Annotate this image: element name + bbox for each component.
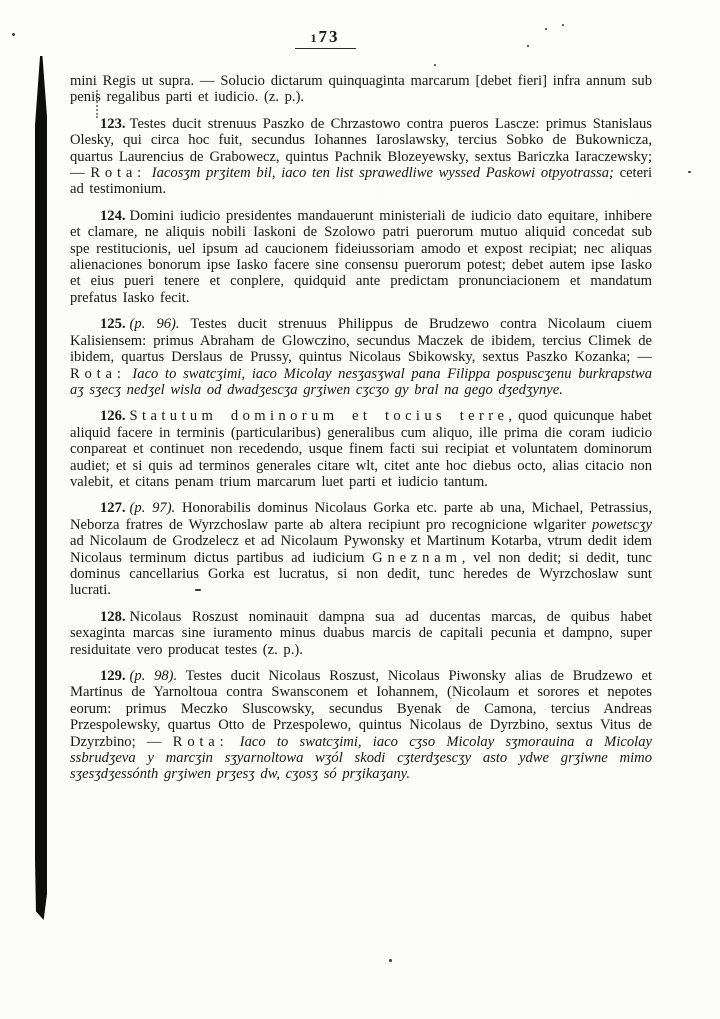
text-run: Iaco to swatcʒimi, iaco cʒso Micolay sʒmorauina a Micolay ssbrudʒeva y marcʒin sʒyarnoltowa wʒól skodi cʒterdʒescʒy asto ydwe grʒiwne mimo sʒesʒdʒessónth grʒiwen prʒesʒ dw, cʒosʒ só prʒikaʒany. (70, 733, 652, 783)
entry-128 (70, 609, 652, 658)
text-run: ceteri ad testimonium. (70, 165, 652, 198)
text-run: ad Nicolaum de Grodzelecz et ad Nicolaum Pywonsky et Martinum Kotarba, vtrum dedit idem Nicolaus terminum dictus partibus ad iudicium (70, 533, 652, 566)
text-run: Testes ducit Nicolaus Roszust, Nicolaus Piwonsky alias de Brudzewo et Martinus de Yarnoltoua contra Swansconem et Iohannem, (Nicolaum et sorores et nepotes eorum: primus Meczko Sluscowsky, secundus Byenak de Camona, tercius Andreas Przespolewsky, quartus Otto de Przespolewo, quintus Nicolaus de Dyrzbino, sextus Vitus de Dzyrzbino; — (70, 668, 653, 750)
entry-126 (70, 408, 652, 490)
text-run: mini Regis ut supra. — Solucio dictarum quinquaginta marcarum [debet fieri] infra annum sub penis regalibus parti et iudicio. (z. p.). (70, 73, 652, 106)
text-run: powetscʒy (592, 516, 652, 533)
text-run: Testes ducit strenuus Philippus de Brudzewo contra Nicolaum ciuem Kalisiensem: primus Abraham de Glowczino, secundus Maczek de ibidem, tercius Climek de ibidem, quartus Derslaus de Prussy, quintus Nicolaus Sbikowsky, sextus Paszko Kozanka; — (70, 316, 652, 366)
entry-number: 128. (100, 608, 126, 625)
text-run: (p. 96). (129, 316, 180, 333)
text-run: (p. 97). (129, 500, 176, 517)
text-run: Iaco to swatcʒimi, iaco Micolay nesʒasʒwal pana Filippa pospuscʒenu burkrapstwa aʒ sʒecʒ nedʒel wisla od dwadʒescʒa grʒiwen cʒcʒo gy bral na gego dʒedʒynye. (70, 365, 652, 398)
entry-124 (70, 208, 652, 306)
text-run: Testes ducit strenuus Paszko de Chrzastowo contra pueros Lascze: primus Stanislaus Olesky, qui circa hoc fuit, secundus Iohannes Iaroslawsky, tercius Sobko de Bukownicza, quartus Laurencius de Grabowecz, quintus Pachnik Blozeyewsky, sextus Bariczka Iaraczewsky; — (70, 115, 652, 182)
text-run: Domini iudicio presidentes mandauerunt ministeriali de iudicio dato equitare, inhibere et clamare, ne aliquis nobili Iaskoni de Szolowo patri puerorum mutuo aliquid concedat sub spe restitucionis, uel ipsum ad caucionem fideiussoriam amodo et expost recipiat; nec aliquas alienaciones bonorum ipse Iasko facere sine consensu puerorum potest; debet autem ipse Iasko et eius pueri tenere et conplere, quidquid ante predictam pronunciacionem et mandatum prefatus Iasko fecit. (70, 207, 652, 306)
entry-number: 124. (100, 207, 126, 224)
scan-speck (389, 959, 392, 962)
entry-number: 127. (100, 500, 126, 517)
text-block (70, 73, 652, 793)
scan-speck (434, 64, 436, 66)
entry-number: 125. (100, 316, 126, 333)
text-run: Nicolaus Roszust nominauit dampna sua ad ducentas marcas, de quibus habet sexaginta marcas sine iuramento minus duabus marcis de capitali pecunia et dampno, super residuitate vero producat testes (z. p.). (70, 608, 652, 658)
entry-number: 123. (100, 115, 126, 132)
scan-speck (688, 171, 691, 173)
scan-speck (527, 45, 529, 47)
entry-129 (70, 668, 652, 783)
text-run: , quod quicunque habet aliquid facere in terminis (particularibus) generalibus cum aliquo, ille prima die coram iudicio conpareat et continuet non recedendo, usque finem facti sui recipiat et voluntatem dominorum audiet; et si quis ad terminos generales citare wlt, citet ante hoc diebus octo, alias citacio non valebit, et citans penam trium marcarum luet parti et iudicio tantum. (70, 408, 652, 490)
page-header (250, 27, 400, 49)
text-run: Rota: (172, 733, 229, 750)
scan-speck (12, 33, 15, 36)
text-run: Rota: (70, 365, 126, 382)
scan-speck (545, 28, 547, 30)
entry-127 (70, 500, 652, 598)
scan-speck (562, 24, 564, 26)
entry-123 (70, 116, 652, 198)
page-number: 173 (295, 27, 356, 49)
text-run: Rota: (90, 165, 147, 182)
text-run: (p. 98). (129, 668, 178, 684)
text-run: Honorabilis dominus Nicolaus Gorka etc. parte ab una, Michael, Petrassius, Neborza fratres de Wyrzchoslaw parte ab altera recipiunt pro recognicione wlgariter (70, 500, 652, 533)
intro-continuation (70, 73, 652, 106)
scan-speck (96, 90, 98, 118)
entry-number: 129. (100, 668, 126, 684)
scan-speck (195, 589, 201, 591)
scan-gutter-shadow (35, 56, 47, 920)
text-run: Iacosʒm prʒitem bil, iaco ten list sprawedliwe wyssed Paskowi otpyotrassa; (146, 165, 614, 182)
entry-number: 126. (100, 408, 126, 425)
text-run: , vel non dedit; si dedit, tunc dominus cancellarius Gorka est lucratus, si non dedit, tunc heredes de Wyrzchoslaw sunt lucrati. (70, 549, 653, 599)
text-run: Statutum dominorum et tocius terre (129, 408, 509, 425)
text-run: Gneznam (372, 549, 462, 566)
entry-125 (70, 316, 652, 398)
